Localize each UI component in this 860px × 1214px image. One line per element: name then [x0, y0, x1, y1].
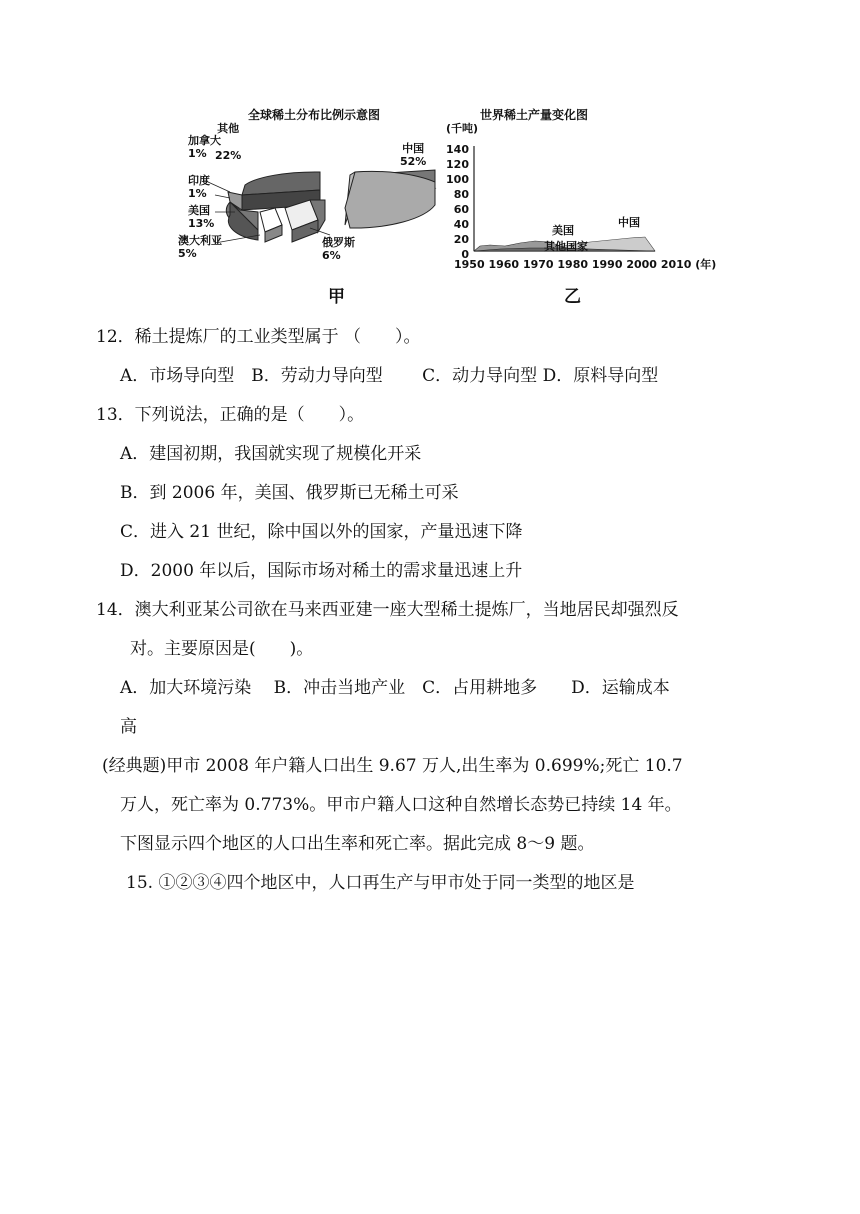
y-axis-unit: (千吨): [446, 122, 479, 135]
passage-line2: 万人，死亡率为 0.773%。甲市户籍人口这种自然增长态势已持续 14 年。: [120, 795, 682, 815]
series-label-china: 中国: [618, 216, 640, 229]
pie-slice-china-front: [345, 171, 435, 228]
label-others: 其他 22%: [215, 122, 242, 162]
y-tick-labels: 140 120 100 80 60 40 20 0: [446, 143, 469, 261]
caption-yi: 乙: [564, 287, 581, 307]
figure-area: [160, 100, 720, 310]
q13-option-a: A．建国初期，我国就实现了规模化开采: [120, 444, 422, 464]
pie-chart: [160, 100, 460, 300]
area-chart-title: 世界稀土产量变化图: [480, 108, 589, 122]
q12-stem: 12．稀土提炼厂的工业类型属于 （ ）。: [96, 327, 421, 347]
label-usa: 美国 13%: [188, 204, 215, 230]
series-label-usa: 美国: [552, 224, 574, 237]
q13-option-c: C．进入 21 世纪，除中国以外的国家，产量迅速下降: [120, 522, 523, 542]
q12-options: A．市场导向型 B．劳动力导向型 C．动力导向型 D．原料导向型: [120, 366, 659, 386]
label-australia: 澳大利亚 5%: [178, 234, 222, 260]
passage-line3: 下图显示四个地区的人口出生率和死亡率。据此完成 8～9 题。: [120, 834, 595, 854]
q14-options-line1: A．加大环境污染 B．冲击当地产业 C．占用耕地多 D．运输成本: [120, 678, 670, 698]
q14-stem-line1: 14．澳大利亚某公司欲在马来西亚建一座大型稀土提炼厂，当地居民却强烈反: [96, 600, 679, 620]
caption-jia: 甲: [328, 287, 345, 307]
label-india: 印度 1%: [188, 174, 210, 200]
label-canada: 加拿大 1%: [188, 134, 221, 160]
q14-options-line2: 高: [120, 717, 137, 737]
q14-stem-line2: 对。主要原因是( )。: [130, 639, 314, 659]
x-tick-labels: 1950 1960 1970 1980 1990 2000 2010 (年): [454, 258, 717, 271]
pie-chart-title: 全球稀土分布比例示意图: [248, 108, 381, 122]
label-russia: 俄罗斯 6%: [322, 236, 355, 262]
q13-option-b: B．到 2006 年，美国、俄罗斯已无稀土可采: [120, 483, 459, 503]
passage-line1: (经典题)甲市 2008 年户籍人口出生 9.67 万人,出生率为 0.699%;死亡 10.7: [102, 756, 683, 776]
q13-option-d: D．2000 年以后，国际市场对稀土的需求量迅速上升: [120, 561, 523, 581]
q15-stem: 15. ①②③④四个地区中，人口再生产与甲市处于同一类型的地区是: [126, 873, 635, 893]
series-label-other: 其他国家: [544, 240, 588, 253]
label-china: 中国 52%: [400, 142, 427, 168]
q13-stem: 13．下列说法，正确的是（ ）。: [96, 405, 365, 425]
